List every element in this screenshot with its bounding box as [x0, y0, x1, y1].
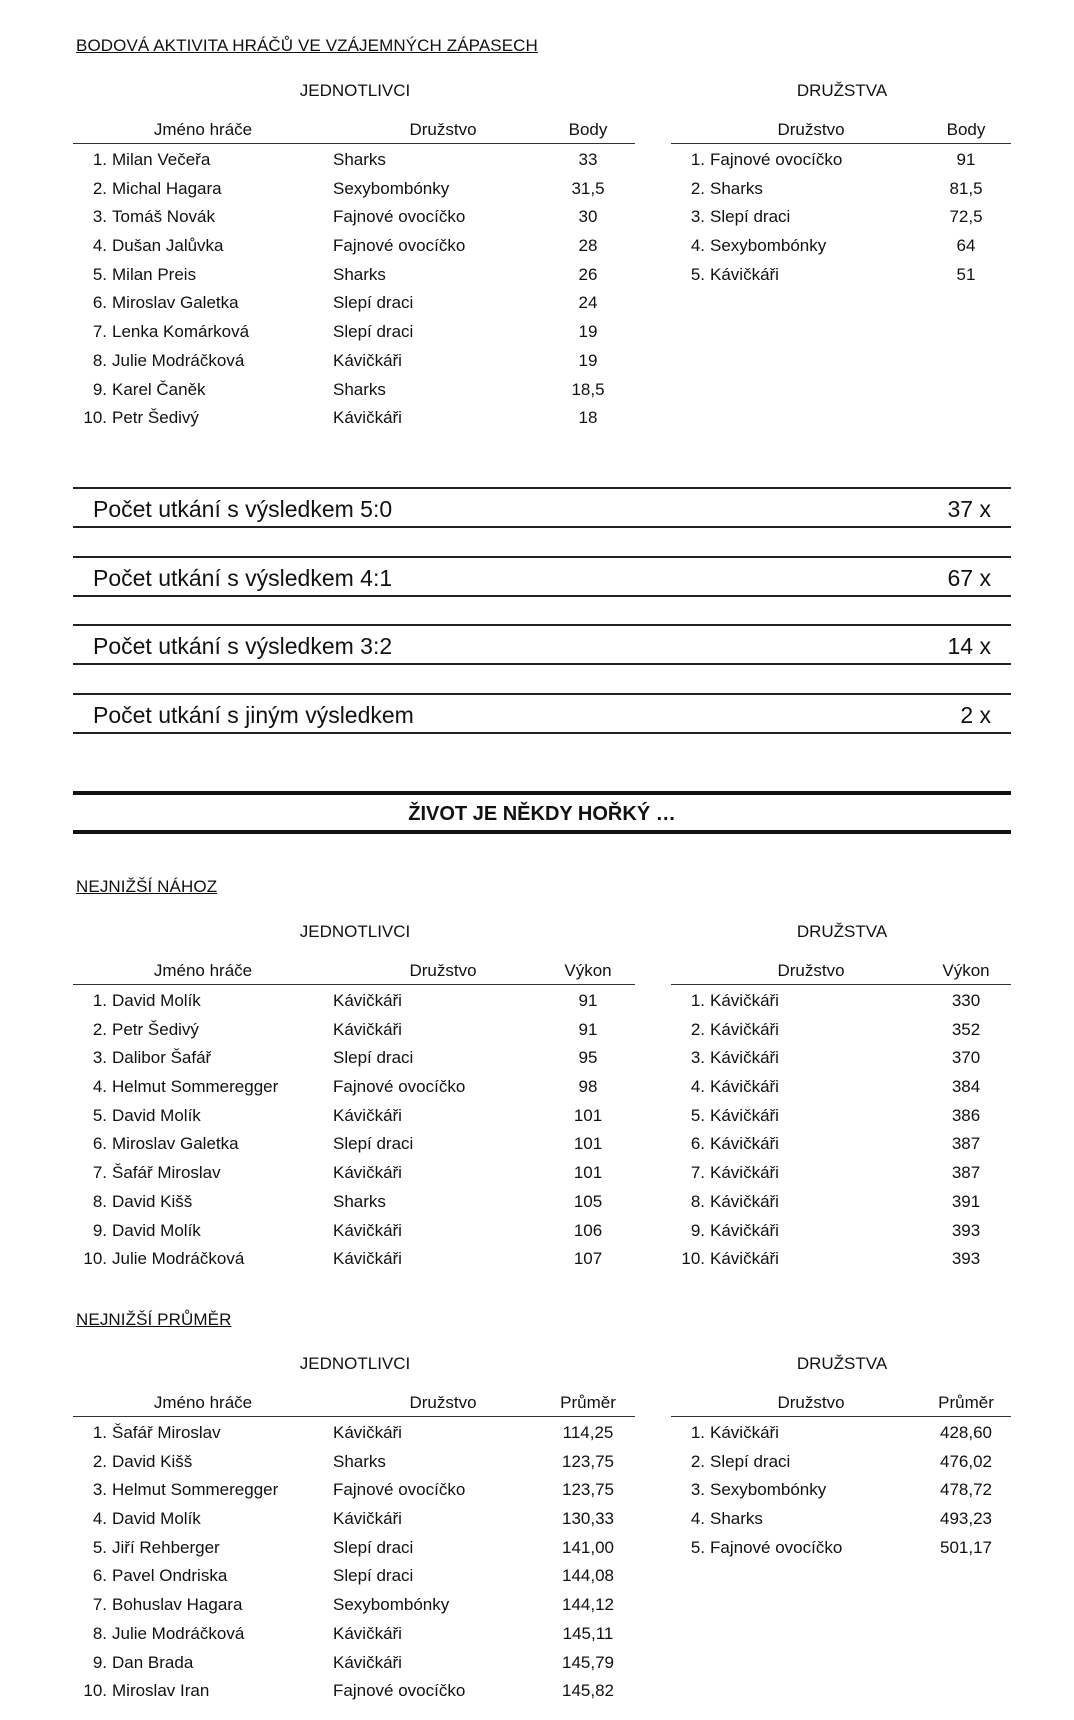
stat-label: Počet utkání s výsledkem 3:2 [93, 633, 393, 659]
team-name: Kávičkáři [710, 1134, 779, 1154]
table-row [73, 345, 635, 374]
col-header-name: Jméno hráče [153, 961, 253, 980]
table-row [73, 1243, 635, 1272]
row-value: 33 [578, 150, 598, 169]
col-header-value: Průměr [938, 1393, 994, 1412]
team-name: Sharks [710, 178, 763, 198]
table-row [671, 1446, 1011, 1475]
row-number: 5. [92, 264, 107, 284]
team-name: Fajnové ovocíčko [710, 150, 843, 169]
team-name: Kávičkáři [710, 1019, 779, 1039]
row-number: 5. [690, 264, 705, 284]
team-name: Fajnové ovocíčko [333, 236, 466, 256]
row-number: 7. [690, 1163, 705, 1183]
row-value: 144,12 [562, 1595, 614, 1615]
table-header [671, 1385, 1011, 1417]
team-name: Sharks [333, 150, 386, 169]
points-individuals-table [73, 112, 635, 431]
row-number: 2. [92, 178, 107, 198]
table-row [671, 1042, 1011, 1071]
team-name: Sharks [333, 1191, 386, 1211]
team-name: Sexybombónky [710, 236, 827, 256]
team-name: Slepí draci [333, 1566, 414, 1586]
player-name: Dušan Jalůvka [112, 236, 224, 256]
table-row [671, 173, 1011, 202]
row-number: 10. [83, 408, 107, 428]
section-title-lowest-average: NEJNIŽŠÍ PRŮMĚR [76, 1310, 232, 1329]
team-name: Kávičkáři [333, 1509, 402, 1529]
stat-value: 37 x [947, 496, 991, 522]
col-header-team: Družstvo [777, 961, 845, 980]
table-body [671, 144, 1011, 287]
row-value: 72,5 [949, 207, 983, 227]
player-name: Lenka Komárková [112, 322, 250, 342]
row-value: 145,11 [562, 1623, 614, 1643]
team-name: Kávičkáři [333, 1652, 402, 1672]
row-value: 387 [951, 1134, 981, 1154]
table-row [73, 1474, 635, 1503]
col-header-team: Družstvo [409, 120, 477, 139]
row-value: 123,75 [562, 1451, 614, 1471]
table-row [73, 230, 635, 259]
row-number: 9. [92, 1220, 107, 1240]
table-row [73, 1215, 635, 1244]
team-name: Kávičkáři [333, 1249, 402, 1269]
row-value: 493,23 [940, 1509, 992, 1529]
row-value: 101 [573, 1163, 603, 1183]
player-name: Petr Šedivý [112, 408, 199, 428]
player-name: David Kišš [112, 1451, 193, 1471]
lowest-throw-teams-table [671, 953, 1011, 1272]
row-number: 7. [92, 1595, 107, 1615]
player-name: Helmut Sommeregger [112, 1480, 279, 1500]
row-number: 2. [92, 1019, 107, 1039]
row-number: 3. [690, 1480, 705, 1500]
row-number: 1. [92, 1423, 107, 1442]
row-number: 8. [92, 1191, 107, 1211]
table-row [73, 1446, 635, 1475]
stat-box-5-0 [73, 487, 1011, 528]
table-row [671, 1532, 1011, 1561]
table-row [73, 1186, 635, 1215]
row-number: 4. [690, 236, 705, 256]
team-name: Fajnové ovocíčko [333, 1077, 466, 1097]
row-number: 8. [690, 1191, 705, 1211]
team-name: Kávičkáři [710, 1077, 779, 1097]
table-row [73, 144, 635, 173]
table-row [73, 1532, 635, 1561]
table-body [73, 985, 635, 1272]
table-row [73, 1503, 635, 1532]
col-header-value: Průměr [560, 1393, 616, 1412]
player-name: Dalibor Šafář [112, 1048, 212, 1068]
team-name: Sexybombónky [333, 178, 450, 198]
table-body [671, 1417, 1011, 1560]
teams-heading: DRUŽSTVA [796, 1354, 888, 1373]
table-row [671, 230, 1011, 259]
row-number: 4. [690, 1509, 705, 1529]
col-header-value: Body [946, 120, 986, 139]
table-header [671, 953, 1011, 985]
team-name: Sharks [710, 1509, 763, 1529]
table-row [73, 1618, 635, 1647]
row-number: 1. [690, 1423, 705, 1442]
row-value: 98 [578, 1077, 598, 1097]
section-title-points: BODOVÁ AKTIVITA HRÁČŮ VE VZÁJEMNÝCH ZÁPASECH [76, 36, 538, 55]
individuals-heading: JEDNOTLIVCI [299, 1354, 411, 1373]
individuals-heading: JEDNOTLIVCI [299, 81, 411, 100]
table-row [73, 287, 635, 316]
row-value: 18 [578, 408, 598, 428]
table-row [73, 316, 635, 345]
lowest-throw-individuals-table [73, 953, 635, 1272]
row-value: 478,72 [940, 1480, 992, 1500]
individuals-heading: JEDNOTLIVCI [299, 922, 411, 941]
team-name: Kávičkáři [710, 264, 779, 284]
team-name: Fajnové ovocíčko [333, 1681, 466, 1701]
row-value: 106 [573, 1220, 603, 1240]
row-value: 95 [578, 1048, 598, 1068]
team-name: Kávičkáři [710, 1163, 779, 1183]
row-value: 386 [951, 1105, 981, 1125]
player-name: Šafář Miroslav [112, 1163, 221, 1183]
team-name: Fajnové ovocíčko [333, 1480, 466, 1500]
row-number: 7. [92, 1163, 107, 1183]
table-row [73, 259, 635, 288]
row-number: 2. [92, 1451, 107, 1471]
row-number: 1. [690, 991, 705, 1010]
team-name: Slepí draci [333, 1134, 414, 1154]
lowest-average-individuals-table [73, 1385, 635, 1704]
row-value: 501,17 [940, 1537, 992, 1557]
table-row [73, 1647, 635, 1676]
row-value: 28 [578, 236, 598, 256]
team-name: Kávičkáři [710, 1105, 779, 1125]
stat-value: 67 x [947, 565, 991, 591]
player-name: Julie Modráčková [112, 1623, 245, 1643]
player-name: Miroslav Galetka [112, 1134, 239, 1154]
table-row [73, 1014, 635, 1043]
player-name: Tomáš Novák [112, 207, 215, 227]
player-name: Dan Brada [112, 1652, 194, 1672]
row-value: 19 [578, 322, 598, 342]
col-header-value: Výkon [942, 961, 990, 980]
team-name: Slepí draci [710, 207, 791, 227]
table-row [671, 985, 1011, 1014]
row-number: 6. [690, 1134, 705, 1154]
team-name: Kávičkáři [333, 1623, 402, 1643]
table-body [73, 1417, 635, 1704]
team-name: Slepí draci [333, 293, 414, 313]
row-value: 114,25 [562, 1423, 614, 1442]
row-value: 18,5 [571, 379, 605, 399]
team-name: Kávičkáři [710, 1249, 779, 1269]
row-value: 130,33 [562, 1509, 614, 1529]
row-number: 7. [92, 322, 107, 342]
player-name: Michal Hagara [112, 178, 222, 198]
table-row [73, 1417, 635, 1446]
table-row [671, 1100, 1011, 1129]
row-value: 107 [573, 1249, 603, 1269]
team-name: Kávičkáři [710, 1423, 779, 1442]
row-number: 6. [92, 1134, 107, 1154]
stat-box-other [73, 693, 1011, 734]
row-number: 2. [690, 1451, 705, 1471]
row-number: 1. [92, 991, 107, 1010]
row-number: 6. [92, 1566, 107, 1586]
player-name: Milan Preis [112, 264, 197, 284]
player-name: David Kišš [112, 1191, 193, 1211]
table-row [671, 1157, 1011, 1186]
table-row [73, 201, 635, 230]
table-row [671, 1186, 1011, 1215]
teams-heading: DRUŽSTVA [796, 81, 888, 100]
table-row [73, 1560, 635, 1589]
row-number: 5. [690, 1105, 705, 1125]
row-number: 4. [92, 1509, 107, 1529]
row-number: 3. [92, 1480, 107, 1500]
team-name: Kávičkáři [333, 1163, 402, 1183]
team-name: Slepí draci [710, 1451, 791, 1471]
player-name: David Molík [112, 1220, 201, 1240]
team-name: Sharks [333, 264, 386, 284]
col-header-value: Výkon [564, 961, 612, 980]
player-name: Julie Modráčková [112, 350, 245, 370]
table-header [73, 953, 635, 985]
row-number: 9. [690, 1220, 705, 1240]
table-body [73, 144, 635, 431]
team-name: Fajnové ovocíčko [333, 207, 466, 227]
row-value: 123,75 [562, 1480, 614, 1500]
team-name: Sexybombónky [333, 1595, 450, 1615]
col-header-value: Body [568, 120, 608, 139]
lowest-average-teams-table [671, 1385, 1011, 1560]
team-name: Slepí draci [333, 322, 414, 342]
team-name: Kávičkáři [710, 1048, 779, 1068]
row-value: 145,79 [562, 1652, 614, 1672]
table-row [73, 1100, 635, 1129]
player-name: Miroslav Iran [112, 1681, 210, 1701]
table-header [73, 1385, 635, 1417]
row-value: 64 [956, 236, 976, 256]
team-name: Sexybombónky [710, 1480, 827, 1500]
row-value: 352 [951, 1019, 981, 1039]
table-header [73, 112, 635, 144]
table-row [671, 1215, 1011, 1244]
row-value: 105 [573, 1191, 603, 1211]
team-name: Kávičkáři [710, 991, 779, 1010]
col-header-team: Družstvo [777, 1393, 845, 1412]
table-row [73, 1675, 635, 1704]
col-header-team: Družstvo [409, 961, 477, 980]
teams-heading: DRUŽSTVA [796, 922, 888, 941]
team-name: Sharks [333, 379, 386, 399]
table-row [671, 1474, 1011, 1503]
row-value: 145,82 [562, 1681, 614, 1701]
table-row [73, 1128, 635, 1157]
table-row [73, 985, 635, 1014]
player-name: Karel Čaněk [112, 379, 206, 399]
team-name: Kávičkáři [710, 1220, 779, 1240]
row-number: 1. [690, 150, 705, 169]
player-name: Jiří Rehberger [112, 1537, 220, 1557]
banner-heading: ŽIVOT JE NĚKDY HOŘKÝ … [73, 791, 1011, 834]
row-value: 393 [951, 1220, 981, 1240]
row-number: 4. [92, 1077, 107, 1097]
team-name: Kávičkáři [333, 350, 402, 370]
row-number: 3. [690, 207, 705, 227]
row-number: 9. [92, 1652, 107, 1672]
player-name: David Molík [112, 1105, 201, 1125]
row-value: 24 [578, 293, 598, 313]
col-header-team: Družstvo [777, 120, 845, 139]
row-value: 31,5 [571, 178, 605, 198]
row-value: 51 [956, 264, 976, 284]
table-row [73, 173, 635, 202]
row-number: 8. [92, 350, 107, 370]
row-number: 2. [690, 1019, 705, 1039]
row-number: 4. [92, 236, 107, 256]
row-value: 81,5 [949, 178, 983, 198]
row-number: 4. [690, 1077, 705, 1097]
team-name: Fajnové ovocíčko [710, 1537, 843, 1557]
table-row [671, 1014, 1011, 1043]
table-row [671, 1503, 1011, 1532]
row-value: 370 [951, 1048, 981, 1068]
player-name: David Molík [112, 991, 201, 1010]
row-number: 6. [92, 293, 107, 313]
table-row [671, 1128, 1011, 1157]
player-name: Miroslav Galetka [112, 293, 239, 313]
player-name: Julie Modráčková [112, 1249, 245, 1269]
player-name: Šafář Miroslav [112, 1423, 221, 1442]
stat-value: 14 x [947, 633, 991, 659]
row-value: 476,02 [940, 1451, 992, 1471]
team-name: Kávičkáři [333, 1423, 402, 1442]
col-header-team: Družstvo [409, 1393, 477, 1412]
row-number: 3. [92, 1048, 107, 1068]
stat-value: 2 x [960, 702, 991, 728]
row-value: 30 [578, 207, 598, 227]
row-value: 391 [951, 1191, 981, 1211]
table-row [671, 201, 1011, 230]
team-name: Kávičkáři [333, 1220, 402, 1240]
row-value: 141,00 [562, 1537, 614, 1557]
row-number: 10. [83, 1249, 107, 1269]
player-name: Helmut Sommeregger [112, 1077, 279, 1097]
team-name: Kávičkáři [333, 1019, 402, 1039]
col-header-name: Jméno hráče [153, 1393, 253, 1412]
row-number: 3. [92, 207, 107, 227]
player-name: David Molík [112, 1509, 201, 1529]
row-number: 2. [690, 178, 705, 198]
table-row [73, 1157, 635, 1186]
stat-label: Počet utkání s výsledkem 4:1 [93, 565, 393, 591]
row-value: 393 [951, 1249, 981, 1269]
player-name: Pavel Ondriska [112, 1566, 228, 1586]
table-row [73, 374, 635, 403]
stat-box-4-1 [73, 556, 1011, 597]
row-value: 91 [578, 1019, 598, 1039]
table-row [73, 1042, 635, 1071]
row-value: 101 [573, 1134, 603, 1154]
table-body [671, 985, 1011, 1272]
row-value: 26 [578, 264, 598, 284]
row-value: 384 [951, 1077, 981, 1097]
row-number: 5. [92, 1537, 107, 1557]
table-header [671, 112, 1011, 144]
table-row [671, 1071, 1011, 1100]
row-number: 9. [92, 379, 107, 399]
table-row [73, 1589, 635, 1618]
stat-label: Počet utkání s jiným výsledkem [93, 702, 414, 728]
col-header-name: Jméno hráče [153, 120, 253, 139]
team-name: Slepí draci [333, 1048, 414, 1068]
player-name: Petr Šedivý [112, 1019, 199, 1039]
stat-label: Počet utkání s výsledkem 5:0 [93, 496, 393, 522]
row-number: 10. [83, 1681, 107, 1701]
team-name: Kávičkáři [710, 1191, 779, 1211]
team-name: Sharks [333, 1451, 386, 1471]
row-number: 5. [92, 1105, 107, 1125]
table-row [73, 1071, 635, 1100]
team-name: Kávičkáři [333, 1105, 402, 1125]
section-title-lowest-throw: NEJNIŽŠÍ NÁHOZ [76, 877, 218, 896]
row-value: 19 [578, 350, 598, 370]
stat-box-3-2 [73, 624, 1011, 665]
table-row [671, 144, 1011, 173]
table-row [73, 402, 635, 431]
row-value: 387 [951, 1163, 981, 1183]
row-value: 91 [956, 150, 976, 169]
row-value: 101 [573, 1105, 603, 1125]
player-name: Bohuslav Hagara [112, 1595, 243, 1615]
team-name: Kávičkáři [333, 991, 402, 1010]
row-number: 10. [681, 1249, 705, 1269]
points-teams-table [671, 112, 1011, 287]
row-value: 91 [578, 991, 598, 1010]
row-value: 144,08 [562, 1566, 614, 1586]
row-number: 8. [92, 1623, 107, 1643]
table-row [671, 259, 1011, 288]
row-value: 428,60 [940, 1423, 992, 1442]
table-row [671, 1243, 1011, 1272]
player-name: Milan Večeřa [112, 150, 211, 169]
row-number: 3. [690, 1048, 705, 1068]
table-row [671, 1417, 1011, 1446]
row-number: 1. [92, 150, 107, 169]
row-value: 330 [951, 991, 981, 1010]
team-name: Kávičkáři [333, 408, 402, 428]
team-name: Slepí draci [333, 1537, 414, 1557]
row-number: 5. [690, 1537, 705, 1557]
